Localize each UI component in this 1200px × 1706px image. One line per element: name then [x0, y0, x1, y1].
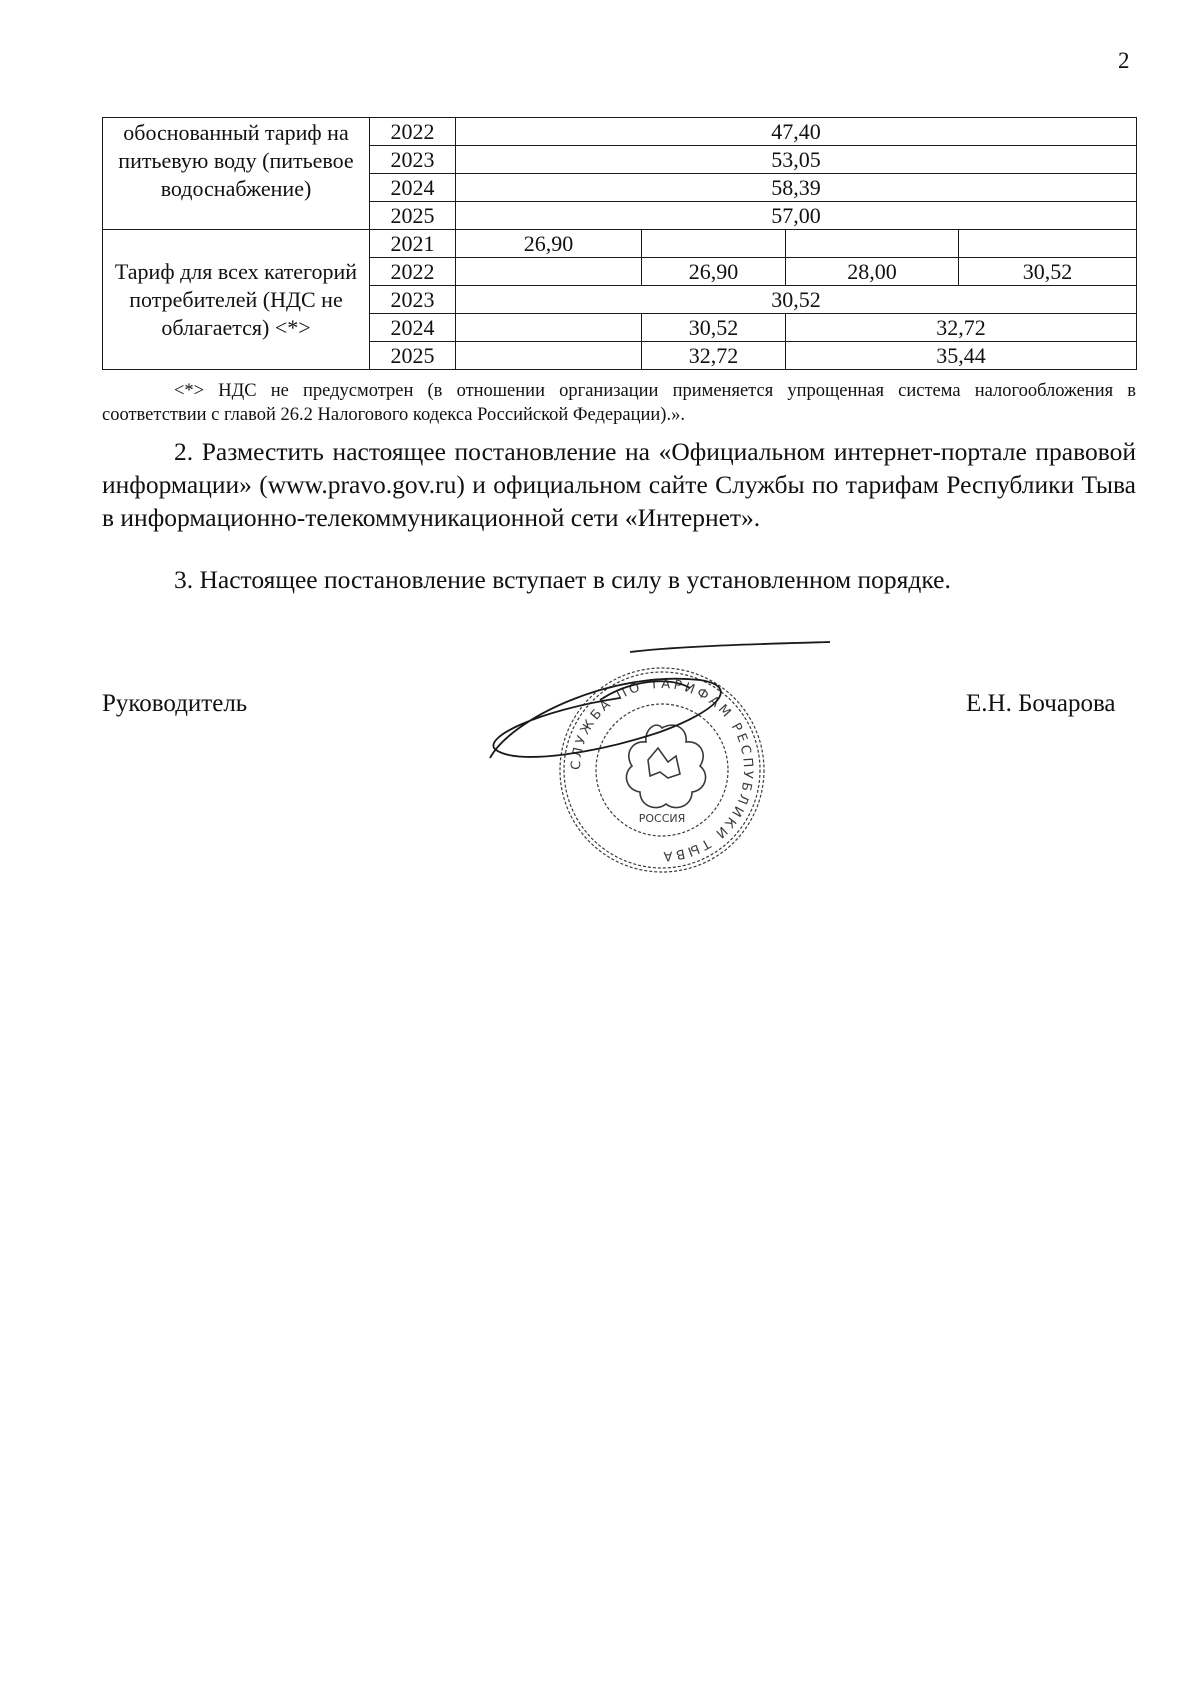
footnote [102, 379, 1136, 427]
empty-cell [786, 230, 959, 258]
official-stamp-icon [480, 640, 840, 890]
empty-cell [456, 342, 642, 370]
empty-cell [456, 258, 642, 286]
page-number: 2 [1118, 48, 1130, 73]
row-label-justified-tariff: обоснованный тариф на питьевую воду (питьевое водоснабжение) [103, 118, 370, 230]
year-cell: 2024 [370, 314, 456, 342]
stamp-outer-text [569, 677, 755, 863]
value-cell: 35,44 [786, 342, 1137, 370]
value-cell: 26,90 [456, 230, 642, 258]
paragraph-2 [102, 435, 1136, 534]
table-row [103, 118, 1137, 146]
year-cell: 2025 [370, 342, 456, 370]
value-cell: 53,05 [456, 146, 1137, 174]
empty-cell [456, 314, 642, 342]
tariff-table [102, 117, 1137, 370]
stamp-rings [560, 668, 764, 872]
year-cell: 2025 [370, 202, 456, 230]
value-cell: 30,52 [642, 314, 786, 342]
value-cell: 58,39 [456, 174, 1137, 202]
value-cell: 32,72 [786, 314, 1137, 342]
paragraph-3-text: 3. Настоящее постановление вступает в силу в установленном порядке. [174, 565, 951, 594]
signer-role: Руководитель [102, 690, 248, 717]
value-cell: 47,40 [456, 118, 1137, 146]
value-cell: 26,90 [642, 258, 786, 286]
value-cell: 57,00 [456, 202, 1137, 230]
year-cell: 2024 [370, 174, 456, 202]
paragraph-3 [102, 563, 1136, 596]
empty-cell [642, 230, 786, 258]
signer-name: Е.Н. Бочарова [966, 690, 1116, 717]
table-row [103, 230, 1137, 258]
year-cell: 2022 [370, 258, 456, 286]
empty-cell [959, 230, 1137, 258]
year-cell: 2021 [370, 230, 456, 258]
value-cell: 32,72 [642, 342, 786, 370]
stamp-emblem [626, 725, 705, 807]
signature-icon [490, 642, 830, 758]
value-cell: 30,52 [456, 286, 1137, 314]
year-cell: 2022 [370, 118, 456, 146]
value-cell: 28,00 [786, 258, 959, 286]
value-cell: 30,52 [959, 258, 1137, 286]
footnote-text: <*> НДС не предусмотрен (в отношении организации применяется упрощенная система налогообложения в соответствии с главой 26.2 Налогового кодекса Российской Федерации).». [102, 381, 1136, 425]
row-label-consumer-tariff: Тариф для всех категорий потребителей (НДС не облагается) <*> [103, 230, 370, 370]
stamp-outer-text-path: СЛУЖБА ПО ТАРИФАМ РЕСПУБЛИКИ ТЫВА [568, 676, 756, 864]
year-cell: 2023 [370, 146, 456, 174]
year-cell: 2023 [370, 286, 456, 314]
stamp-inner-text: РОССИЯ [638, 812, 686, 825]
paragraph-2-text: 2. Разместить настоящее постановление на «Официальном интернет-портале правовой информации» (www.pravo.gov.ru) и официальном сайте Службы по тарифам Республики Тыва в информационно-телекоммуникационной сети «Интернет». [102, 437, 1136, 532]
